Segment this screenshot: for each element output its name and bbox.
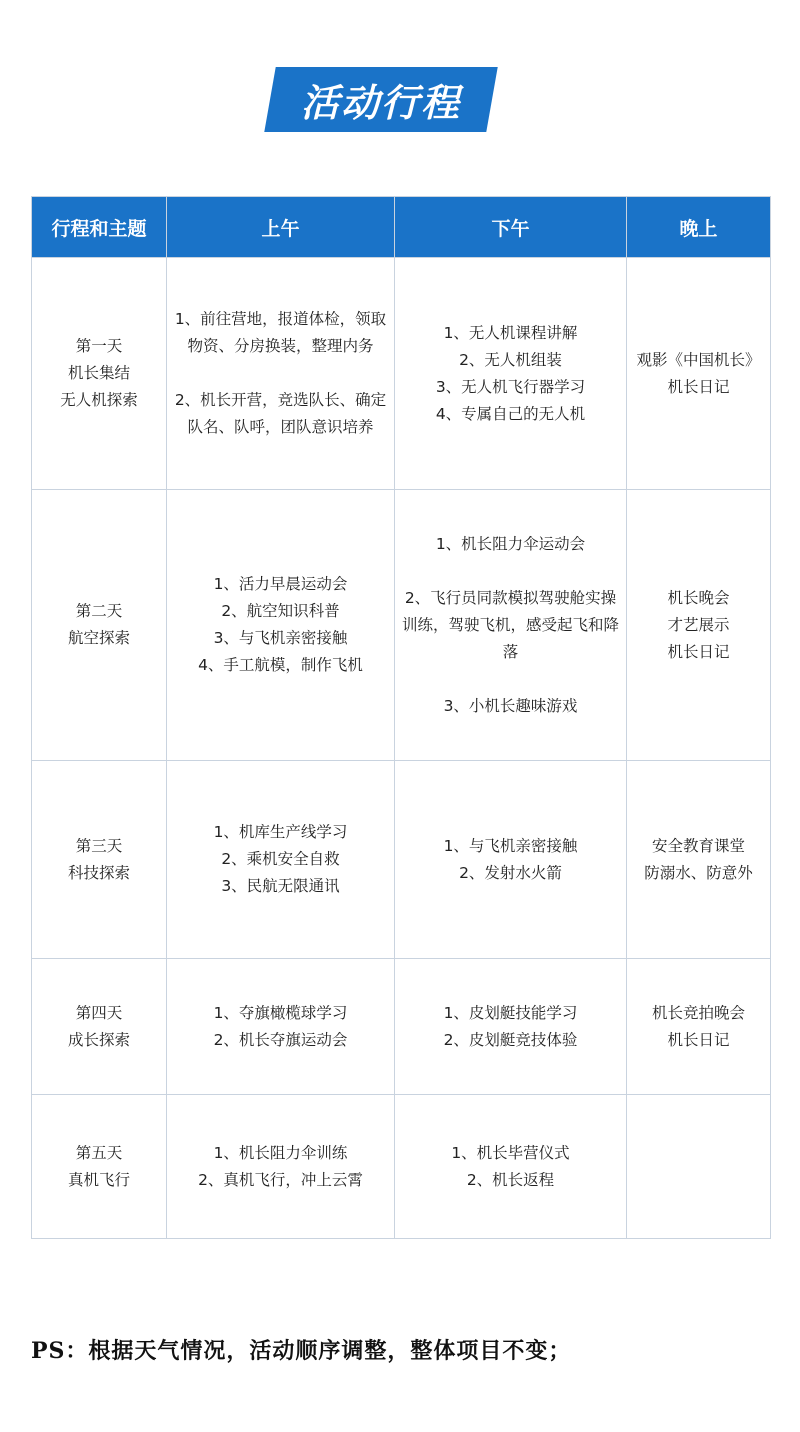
day-label: 第四天 xyxy=(75,1003,123,1022)
day-label: 第二天 xyxy=(75,602,123,620)
evening-cell xyxy=(627,761,771,959)
page-title: 活动行程 xyxy=(300,81,461,125)
activity-item: 1、与飞机亲密接触 xyxy=(443,836,578,855)
theme-cell xyxy=(32,490,167,761)
header-morning: 上午 xyxy=(167,197,395,258)
theme-label: 科技探索 xyxy=(67,863,130,882)
table-row xyxy=(32,959,771,1095)
activity-item: 机长竞拍晚会 xyxy=(651,1003,745,1022)
activity-item: 1、机长阻力伞运动会 xyxy=(435,534,586,553)
afternoon-cell xyxy=(395,761,627,959)
theme-cell xyxy=(32,959,167,1095)
activity-item: 3、与飞机亲密接触 xyxy=(213,629,348,647)
activity-item: 1、机库生产线学习 xyxy=(213,823,348,841)
footnote: PS：根据天气情况，活动顺序调整，整体项目不变； xyxy=(31,1338,572,1364)
spacer xyxy=(173,360,388,387)
evening-cell xyxy=(627,258,771,490)
theme-cell xyxy=(32,1095,167,1239)
afternoon-cell xyxy=(395,1095,627,1239)
title-banner xyxy=(270,67,492,132)
theme-label: 机长集结 xyxy=(67,364,130,382)
activity-item: 1、夺旗橄榄球学习 xyxy=(213,1003,348,1022)
activity-item: 机长日记 xyxy=(667,377,730,396)
afternoon-cell xyxy=(395,490,627,761)
activity-item: 安全教育课堂 xyxy=(651,836,745,855)
evening-cell xyxy=(627,959,771,1095)
activity-item: 2、发射水火箭 xyxy=(459,863,562,882)
day-label: 第三天 xyxy=(75,836,123,855)
activity-item: 1、机长阻力伞训练 xyxy=(213,1143,348,1162)
activity-item: 1、活力早晨运动会 xyxy=(213,575,348,593)
activity-item: 4、专属自己的无人机 xyxy=(435,404,586,423)
activity-item: 2、无人机组装 xyxy=(459,350,562,369)
header-evening: 晚上 xyxy=(627,197,771,258)
spacer xyxy=(401,666,620,693)
morning-cell xyxy=(167,258,395,490)
activity-item: 2、机长夺旗运动会 xyxy=(213,1030,348,1049)
theme-cell xyxy=(32,258,167,490)
activity-item: 2、机长开营，竞选队长、确定队名、队呼，团队意识培养 xyxy=(174,391,387,436)
theme-label: 航空探索 xyxy=(67,629,130,647)
activity-item: 机长晚会 xyxy=(667,588,730,607)
activity-item: 机长日记 xyxy=(667,642,730,661)
table-header-row xyxy=(32,197,771,258)
activity-item: 2、真机飞行，冲上云霄 xyxy=(198,1170,363,1189)
theme-label: 无人机探索 xyxy=(60,391,138,409)
activity-item: 4、手工航模，制作飞机 xyxy=(198,656,363,674)
evening-cell xyxy=(627,490,771,761)
header-afternoon: 下午 xyxy=(395,197,627,258)
schedule-table xyxy=(31,196,771,1239)
activity-item: 2、机长返程 xyxy=(466,1170,555,1189)
activity-item: 2、航空知识科普 xyxy=(221,602,340,620)
activity-item: 2、飞行员同款模拟驾驶舱实操训练，驾驶飞机，感受起飞和降落 xyxy=(401,588,619,661)
activity-item: 机长日记 xyxy=(667,1030,730,1049)
day-label: 第五天 xyxy=(75,1143,123,1162)
activity-item: 1、皮划艇技能学习 xyxy=(443,1003,578,1022)
spacer xyxy=(401,558,620,585)
activity-item: 观影《中国机长》 xyxy=(636,350,761,369)
activity-item: 1、前往营地，报道体检，领取物资、分房换装，整理内务 xyxy=(174,310,387,355)
theme-label: 真机飞行 xyxy=(67,1170,130,1189)
activity-item: 3、民航无限通讯 xyxy=(221,877,340,895)
morning-cell xyxy=(167,959,395,1095)
morning-cell xyxy=(167,761,395,959)
theme-cell xyxy=(32,761,167,959)
table-row xyxy=(32,490,771,761)
day-label: 第一天 xyxy=(75,337,123,355)
theme-label: 成长探索 xyxy=(67,1030,130,1049)
activity-item: 2、乘机安全自救 xyxy=(221,850,340,868)
table-row xyxy=(32,258,771,490)
activity-item: 3、无人机飞行器学习 xyxy=(435,377,586,396)
afternoon-cell xyxy=(395,258,627,490)
header-theme: 行程和主题 xyxy=(32,197,167,258)
activity-item: 防溺水、防意外 xyxy=(644,863,753,882)
afternoon-cell xyxy=(395,959,627,1095)
table-row xyxy=(32,1095,771,1239)
activity-item: 3、小机长趣味游戏 xyxy=(443,696,578,715)
activity-item: 1、机长毕营仪式 xyxy=(451,1143,570,1162)
activity-item: 才艺展示 xyxy=(667,615,730,634)
activity-item: 1、无人机课程讲解 xyxy=(443,323,578,342)
morning-cell xyxy=(167,490,395,761)
evening-cell xyxy=(627,1095,771,1239)
activity-item: 2、皮划艇竞技体验 xyxy=(443,1030,578,1049)
morning-cell xyxy=(167,1095,395,1239)
table-row xyxy=(32,761,771,959)
